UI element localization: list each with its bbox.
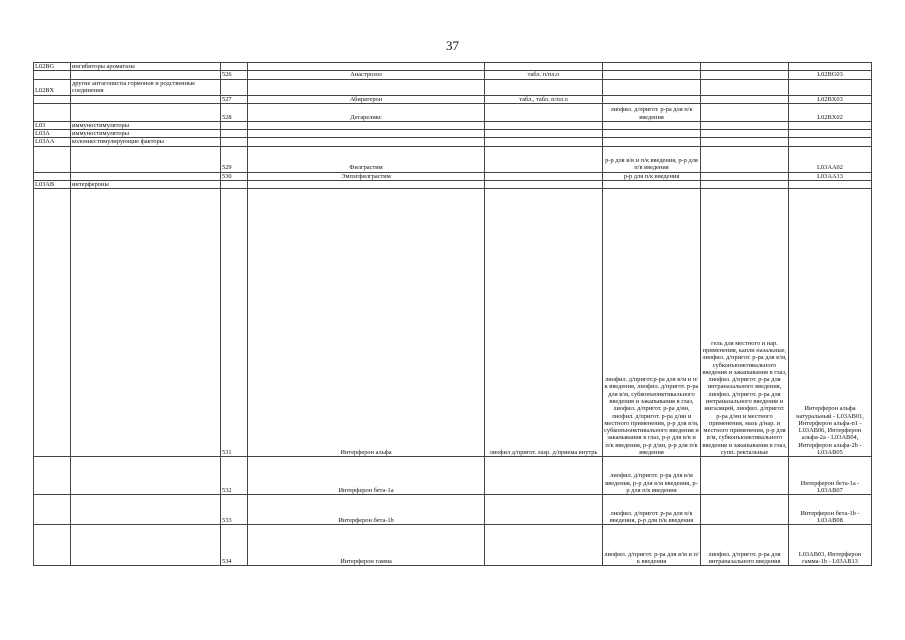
item-number-cell: 533 xyxy=(221,495,248,525)
drug-name-cell: Филграстим xyxy=(248,146,485,172)
form-cell-3 xyxy=(701,121,789,129)
atc-code-cell xyxy=(34,95,71,103)
atc-ref-cell xyxy=(789,138,872,146)
group-name-cell xyxy=(71,71,221,79)
group-name-cell xyxy=(71,495,221,525)
form-cell-3 xyxy=(701,495,789,525)
group-name-cell xyxy=(71,525,221,566)
atc-ref-cell: L03AA02 xyxy=(789,146,872,172)
drug-name-cell: Абиратерон xyxy=(248,95,485,103)
table-row xyxy=(34,63,872,71)
atc-ref-cell: L03AB03, Интерферон гамма-1b - L03AB13 xyxy=(789,525,872,566)
form-cell-3: лиофил. д/пригот. р-ра для интраназального введения xyxy=(701,525,789,566)
form-cell-3 xyxy=(701,172,789,180)
item-number-cell: 528 xyxy=(221,103,248,121)
form-cell-2: р-р для п/к введения xyxy=(603,172,701,180)
table-row xyxy=(34,121,872,129)
group-name-cell xyxy=(71,146,221,172)
item-number-cell: 531 xyxy=(221,189,248,457)
form-cell-2 xyxy=(603,95,701,103)
form-cell-3 xyxy=(701,138,789,146)
item-number-cell: 526 xyxy=(221,71,248,79)
form-cell-1 xyxy=(485,495,603,525)
form-cell-1 xyxy=(485,121,603,129)
drug-name-cell xyxy=(248,138,485,146)
form-cell-3: гель для местного и нар. применения, капли назальные, лиофил. д/пригот. р-ра для в/м, субконъюнктивального введения и закапывания в глаз, лиофил. д/пригот. р-ра для интраназального введения, лиофил. д/пригот. р-ра для интраназального введения и ингаляций, лиофил. д/пригот. р-ра д/ин и местного применения, мазь д/нар. и местного применения, р-р для в/м, субконъюнктивального введения и закапывания в глаз, супп. ректальные xyxy=(701,189,789,457)
group-name-cell xyxy=(71,189,221,457)
page-number: 37 xyxy=(446,38,459,53)
drug-name-cell: Анастрозол xyxy=(248,71,485,79)
atc-code-cell: L03A xyxy=(34,130,71,138)
atc-code-cell xyxy=(34,189,71,457)
form-cell-2: лиофил. д/пригот. р-ра для в/м введения, р-р для в/м введения, р-р для п/к введения xyxy=(603,457,701,495)
drug-name-cell: Интерферон бета-1а xyxy=(248,457,485,495)
form-cell-3 xyxy=(701,181,789,189)
group-name-cell xyxy=(71,172,221,180)
form-cell-3 xyxy=(701,71,789,79)
item-number-cell: 532 xyxy=(221,457,248,495)
form-cell-2 xyxy=(603,121,701,129)
item-number-cell: 529 xyxy=(221,146,248,172)
atc-ref-cell: L03AA13 xyxy=(789,172,872,180)
drug-name-cell xyxy=(248,63,485,71)
form-cell-2 xyxy=(603,130,701,138)
form-cell-1 xyxy=(485,79,603,95)
group-name-cell: интерфероны xyxy=(71,181,221,189)
item-number-cell: 530 xyxy=(221,172,248,180)
form-cell-1 xyxy=(485,457,603,495)
atc-ref-cell xyxy=(789,63,872,71)
item-number-cell xyxy=(221,63,248,71)
drug-table xyxy=(33,62,872,566)
form-cell-3 xyxy=(701,457,789,495)
table-row xyxy=(34,103,872,121)
drug-name-cell xyxy=(248,121,485,129)
table-row xyxy=(34,130,872,138)
atc-code-cell: L02BG xyxy=(34,63,71,71)
item-number-cell xyxy=(221,138,248,146)
atc-ref-cell xyxy=(789,121,872,129)
form-cell-2 xyxy=(603,63,701,71)
atc-code-cell xyxy=(34,457,71,495)
group-name-cell xyxy=(71,457,221,495)
atc-code-cell: L03 xyxy=(34,121,71,129)
form-cell-1: табл., табл. п/пл.о xyxy=(485,95,603,103)
atc-ref-cell: Интерферон бета-1b - L03AB08 xyxy=(789,495,872,525)
atc-code-cell xyxy=(34,103,71,121)
table-row xyxy=(34,172,872,180)
atc-code-cell xyxy=(34,172,71,180)
atc-ref-cell: Интерферон альфа натуральный - L03AB01, Интерферон альфа-n1 - L03AB06, Интерферон альфа-2a - L03AB04, Интерферон альфа-2b - L03AB05 xyxy=(789,189,872,457)
atc-ref-cell: Интерферон бета-1а - L03AB07 xyxy=(789,457,872,495)
atc-ref-cell xyxy=(789,79,872,95)
drug-name-cell xyxy=(248,79,485,95)
form-cell-2 xyxy=(603,181,701,189)
form-cell-3 xyxy=(701,103,789,121)
table-row xyxy=(34,457,872,495)
table-row xyxy=(34,146,872,172)
item-number-cell xyxy=(221,130,248,138)
item-number-cell xyxy=(221,79,248,95)
form-cell-2 xyxy=(603,71,701,79)
atc-code-cell xyxy=(34,495,71,525)
form-cell-2 xyxy=(603,138,701,146)
group-name-cell xyxy=(71,103,221,121)
drug-name-cell xyxy=(248,130,485,138)
group-name-cell: иммуностимуляторы xyxy=(71,121,221,129)
item-number-cell xyxy=(221,121,248,129)
table-row xyxy=(34,138,872,146)
item-number-cell xyxy=(221,181,248,189)
form-cell-3 xyxy=(701,130,789,138)
item-number-cell: 534 xyxy=(221,525,248,566)
table-row xyxy=(34,95,872,103)
drug-name-cell: Интерферон гамма xyxy=(248,525,485,566)
form-cell-1 xyxy=(485,172,603,180)
form-cell-2: р-р для в/в и п/к введения, р-р для п/в введения xyxy=(603,146,701,172)
form-cell-2: лиофил. д/пригот. р-ра для п/к введения xyxy=(603,103,701,121)
form-cell-1: лиофил д/пригот. susp. д/приема внутрь xyxy=(485,189,603,457)
drug-name-cell: Эмпэгфилграстим xyxy=(248,172,485,180)
form-cell-1 xyxy=(485,103,603,121)
table-row xyxy=(34,525,872,566)
form-cell-1 xyxy=(485,181,603,189)
table-row xyxy=(34,181,872,189)
atc-code-cell: L03AA xyxy=(34,138,71,146)
form-cell-1 xyxy=(485,138,603,146)
atc-ref-cell xyxy=(789,130,872,138)
atc-ref-cell: L02BX03 xyxy=(789,95,872,103)
table-row xyxy=(34,495,872,525)
form-cell-3 xyxy=(701,146,789,172)
form-cell-1 xyxy=(485,525,603,566)
form-cell-1 xyxy=(485,63,603,71)
atc-code-cell xyxy=(34,71,71,79)
table-body xyxy=(34,63,872,566)
drug-name-cell xyxy=(248,181,485,189)
form-cell-3 xyxy=(701,79,789,95)
group-name-cell: другие антагонисты гормонов и родственные соединения xyxy=(71,79,221,95)
atc-ref-cell xyxy=(789,181,872,189)
drug-name-cell: Интерферон альфа xyxy=(248,189,485,457)
group-name-cell: иммуностимуляторы xyxy=(71,130,221,138)
drug-name-cell: Дегареликс xyxy=(248,103,485,121)
form-cell-2: лиофил. д/пригот. р-ра для в/м и п/к введения xyxy=(603,525,701,566)
form-cell-3 xyxy=(701,63,789,71)
table-row xyxy=(34,189,872,457)
form-cell-2: лиофил. д/пригот. р-ра для п/к введения, р-р для п/к введения xyxy=(603,495,701,525)
form-cell-2 xyxy=(603,79,701,95)
atc-ref-cell: L02BG03 xyxy=(789,71,872,79)
group-name-cell: колониестимулирующие факторы xyxy=(71,138,221,146)
form-cell-1: табл. п/пл.о xyxy=(485,71,603,79)
drug-name-cell: Интерферон бета-1b xyxy=(248,495,485,525)
form-cell-3 xyxy=(701,95,789,103)
table-row xyxy=(34,79,872,95)
atc-code-cell xyxy=(34,146,71,172)
item-number-cell: 527 xyxy=(221,95,248,103)
atc-code-cell: L03AB xyxy=(34,181,71,189)
table-row xyxy=(34,71,872,79)
atc-code-cell: L02BX xyxy=(34,79,71,95)
atc-ref-cell: L02BX02 xyxy=(789,103,872,121)
atc-code-cell xyxy=(34,525,71,566)
group-name-cell xyxy=(71,95,221,103)
form-cell-1 xyxy=(485,130,603,138)
form-cell-2: лиофил. д/пригот.р-ра для в/м и п/к введения, лиофил. д/пригот. р-ра для в/м, субконъюнктивального введения и закапывания в глаз, лиофил. д/пригот. р-ра д/ин, лиофил. д/пригот. р-ра д/ин и местного применения, р-р для в/м, субконъюнктивального введения и закапывания в глаз, р-р для в/в и п/к введения, р-р д/ин, р-р для п/к введения xyxy=(603,189,701,457)
group-name-cell: ингибиторы ароматазы xyxy=(71,63,221,71)
form-cell-1 xyxy=(485,146,603,172)
